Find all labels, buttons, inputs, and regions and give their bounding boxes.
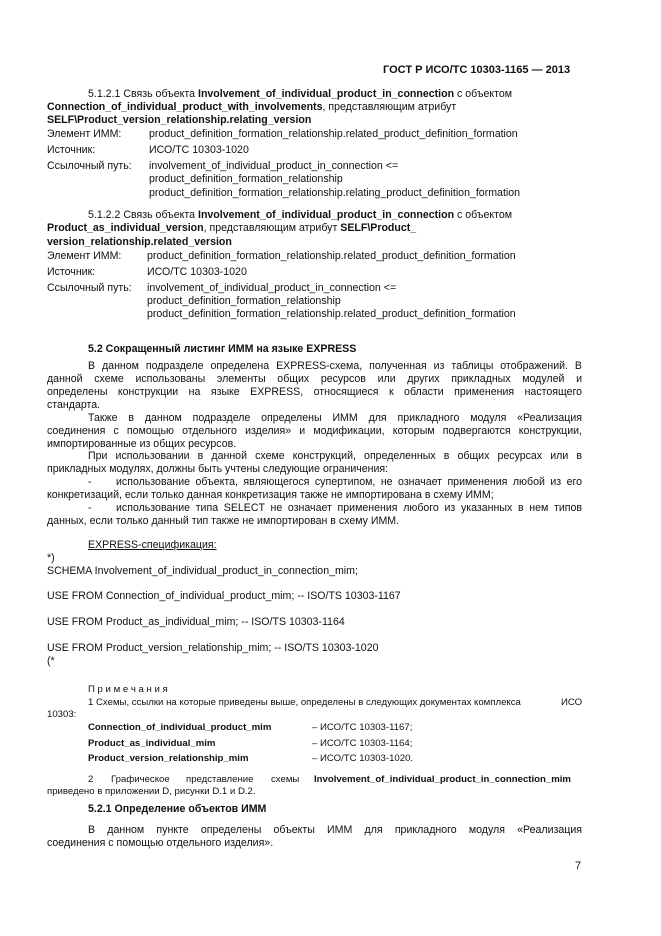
note-2-line: приведено в приложении D, рисунки D.1 и D.2.: [47, 786, 256, 797]
list-dash: -: [88, 476, 92, 488]
paragraph-line: При использовании в данной схеме конструкций, определенных в общих ресурсах или в: [88, 450, 582, 462]
note-2-word: представление: [186, 774, 254, 785]
attribute-name: SELF\Product_version_relationship.relating_version: [47, 114, 312, 126]
doc-name: Connection_of_individual_product_mim: [88, 722, 272, 733]
document-header: ГОСТ Р ИСО/ТС 10303-1165 — 2013: [383, 64, 571, 76]
clause-text: , представляющим атрибут: [322, 101, 457, 113]
paragraph-line: соединения с помощью отдельного изделия» и модификации, которым подвергаются конструкции,: [47, 425, 582, 437]
clause-5-1-2-1-line1: [88, 88, 512, 100]
clause-text: с объектом: [454, 88, 513, 100]
reference-path-line: involvement_of_individual_product_in_connection <=: [147, 282, 397, 294]
reference-path-line: product_definition_formation_relationship: [147, 295, 341, 307]
doc-ref: – ИСО/ТС 10303-1167;: [312, 722, 413, 733]
doc-name: Product_version_relationship_mim: [88, 753, 249, 764]
clause-text: с объектом: [454, 209, 513, 221]
clause-text: , представляющим атрибут: [203, 222, 341, 234]
express-comment-close: (*: [47, 655, 55, 667]
reference-path-line: product_definition_formation_relationship.related_product_definition_formation: [147, 308, 516, 320]
source-value: ИСО/ТС 10303-1020: [147, 266, 247, 278]
entity-name: Product_as_individual_version: [47, 222, 204, 234]
paragraph-line: определены конструкции на языке EXPRESS, относящиеся к области применения настоящего: [47, 386, 582, 398]
express-use-line: USE FROM Product_as_individual_mim; -- ISO/TS 10303-1164: [47, 616, 345, 628]
reference-path-label: Ссылочный путь:: [47, 282, 132, 294]
paragraph-line: В данном пункте определены объекты ИММ для прикладного модуля «Реализация: [88, 824, 582, 836]
clause-text: 5.1.2.2 Связь объекта: [88, 209, 198, 221]
clause-5-1-2-2-line1: [88, 209, 512, 221]
paragraph-line: В данном подразделе определена EXPRESS-схема, полученная из таблицы отображений. В: [88, 360, 582, 372]
note-2-word: схемы: [271, 774, 300, 785]
note-2-word: Графическое: [111, 774, 170, 785]
list-dash: -: [88, 502, 92, 514]
subsection-heading: 5.2.1 Определение объектов ИММ: [88, 803, 267, 815]
attribute-name: SELF\Product_: [340, 222, 417, 234]
mim-element-label: Элемент ИММ:: [47, 128, 122, 140]
reference-path-line: product_definition_formation_relationship.relating_product_definition_formation: [149, 187, 521, 199]
clause-5-1-2-2-line2: [47, 222, 416, 234]
mim-element-value: product_definition_formation_relationship.related_product_definition_formation: [147, 250, 516, 262]
clause-text: 5.1.2.1 Связь объекта: [88, 88, 198, 100]
source-label: Источник:: [47, 144, 96, 156]
note-1-line: 10303:: [47, 709, 77, 720]
notes-title: П р и м е ч а н и я: [88, 684, 168, 695]
entity-name: Involvement_of_individual_product_in_connection: [198, 209, 455, 221]
list-item-line: конкретизаций, если только данная конкретизация также не импортирована в схему ИММ;: [47, 489, 494, 501]
source-value: ИСО/ТС 10303-1020: [149, 144, 249, 156]
page-number: 7: [575, 860, 582, 872]
clause-5-1-2-1-line2: [47, 101, 456, 113]
source-label: Источник:: [47, 266, 96, 278]
express-comment-open: *): [47, 552, 55, 564]
note-2-word: 2: [88, 774, 94, 785]
list-item-line: использование объекта, являющегося супертипом, не означает применения любой из его: [116, 476, 582, 488]
attribute-name: version_relationship.related_version: [47, 236, 232, 248]
doc-name: Product_as_individual_mim: [88, 738, 216, 749]
paragraph-line: данной схеме использованы элементы общих ресурсов или других прикладных модулей и: [47, 373, 582, 385]
list-item-line: данных, если только данный тип также не импортирован в схему ИММ.: [47, 515, 400, 527]
doc-ref: – ИСО/ТС 10303-1164;: [312, 738, 413, 749]
doc-ref: – ИСО/ТС 10303-1020.: [312, 753, 414, 764]
paragraph-line: соединения с помощью отдельного изделия».: [47, 837, 274, 849]
note-1-line: 1 Схемы, ссылки на которые приведены выше, определены в следующих документах комплекса: [88, 697, 521, 708]
entity-name: Involvement_of_individual_product_in_connection: [198, 88, 455, 100]
section-heading: 5.2 Сокращенный листинг ИММ на языке EXPRESS: [88, 343, 357, 355]
entity-name: Connection_of_individual_product_with_involvements: [47, 101, 323, 113]
mim-element-label: Элемент ИММ:: [47, 250, 122, 262]
express-use-line: USE FROM Connection_of_individual_product_mim; -- ISO/TS 10303-1167: [47, 590, 401, 602]
list-item-line: использование типа SELECT не означает применения любого из указанных в нем типов: [116, 502, 582, 514]
reference-path-line: involvement_of_individual_product_in_connection <=: [149, 160, 399, 172]
paragraph-line: Также в данном подразделе определены ИММ для прикладного модуля «Реализация: [88, 412, 582, 424]
express-use-line: USE FROM Product_version_relationship_mim; -- ISO/TS 10303-1020: [47, 642, 379, 654]
mim-element-value: product_definition_formation_relationship.related_product_definition_formation: [149, 128, 518, 140]
paragraph-line: импортированные из общих ресурсов.: [47, 438, 237, 450]
express-spec-label: EXPRESS-спецификация:: [88, 539, 217, 551]
note-1-iso: ИСО: [561, 697, 583, 708]
reference-path-label: Ссылочный путь:: [47, 160, 132, 172]
paragraph-line: прикладных модулях, должны быть учтены следующие ограничения:: [47, 463, 389, 475]
express-schema-line: SCHEMA Involvement_of_individual_product_in_connection_mim;: [47, 565, 358, 577]
schema-name: Involvement_of_individual_product_in_connection_mim: [314, 774, 571, 785]
reference-path-line: product_definition_formation_relationship: [149, 173, 343, 185]
paragraph-line: стандарта.: [47, 399, 101, 411]
